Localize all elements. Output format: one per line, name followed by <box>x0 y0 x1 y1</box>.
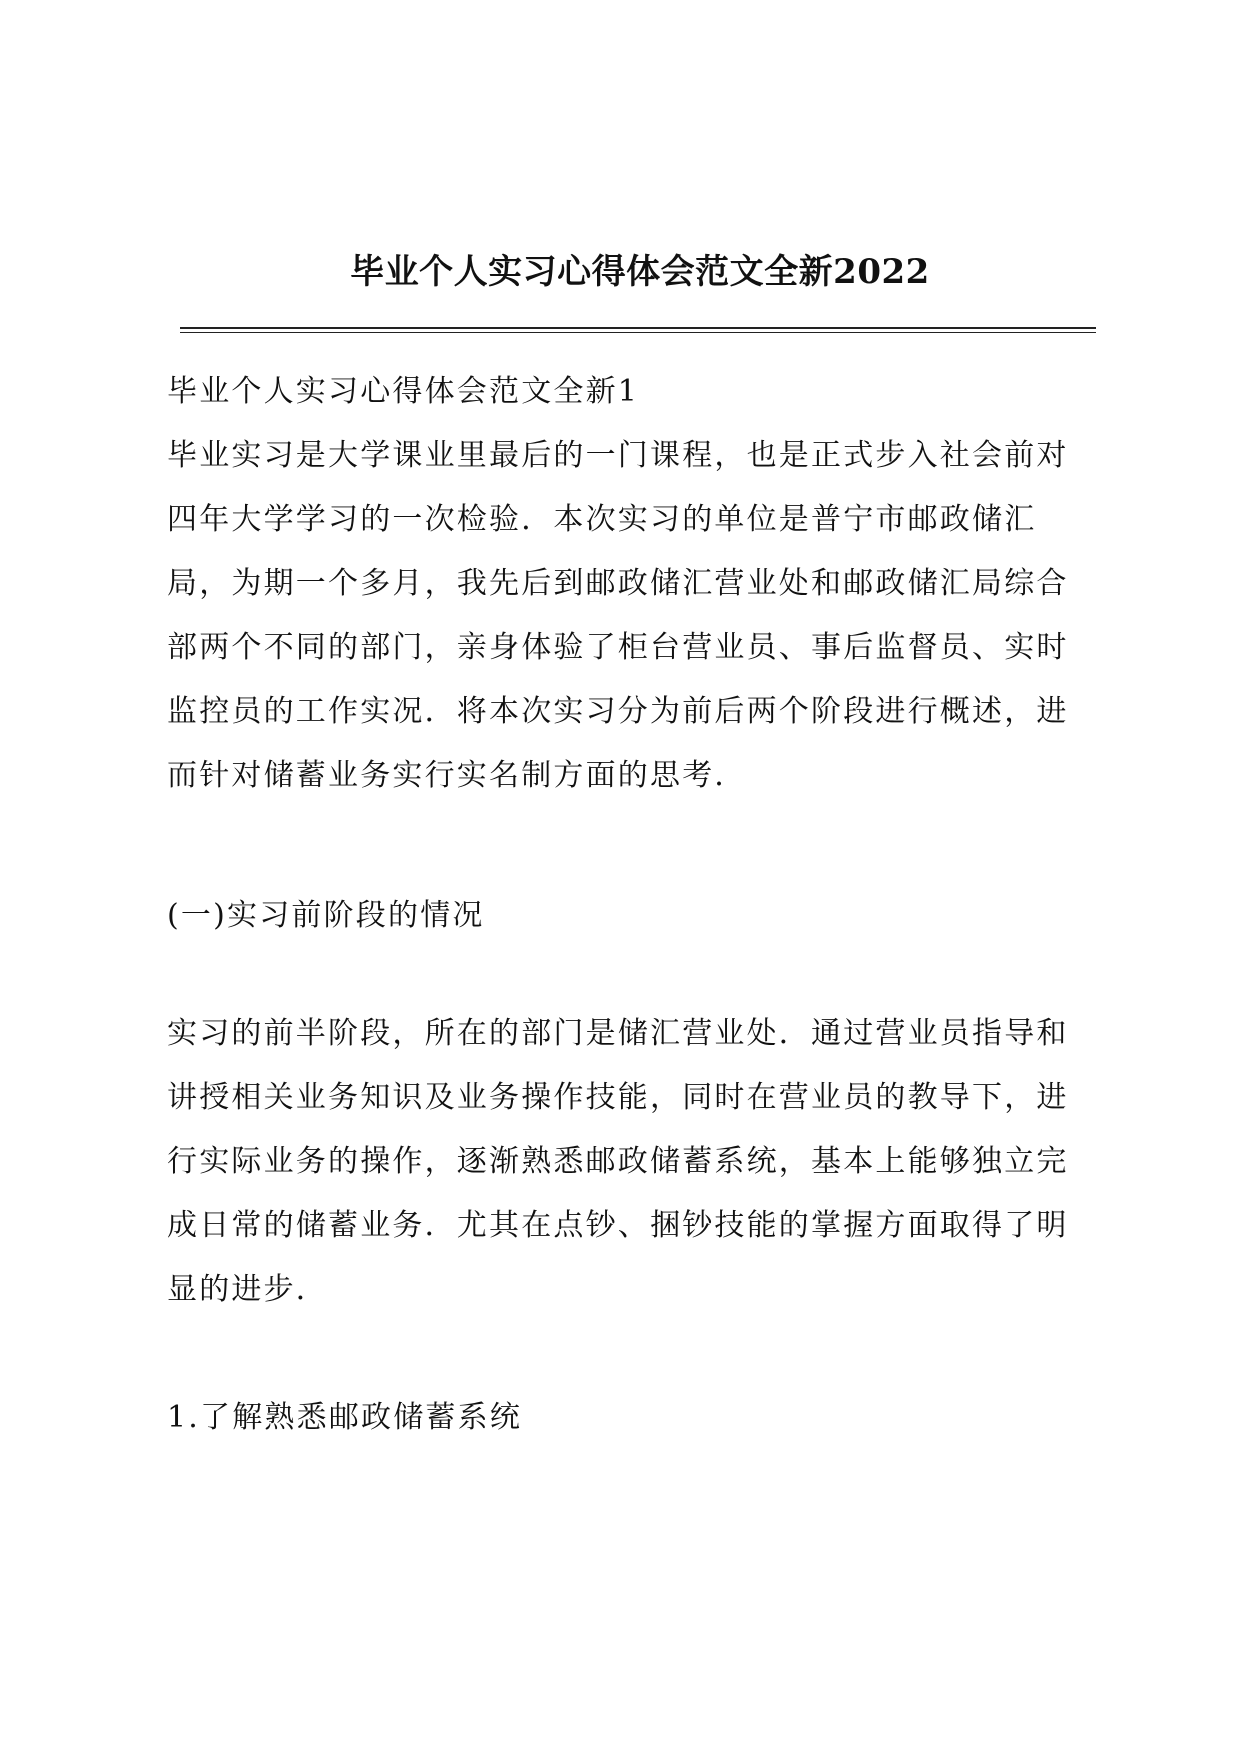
title-divider <box>180 327 1096 333</box>
paragraph-line: 显的进步． <box>167 1272 328 1307</box>
intro-paragraph <box>167 424 1097 808</box>
paragraph-line: 四年大学学习的一次检验．本次实习的单位是普宁市邮政储汇 <box>167 502 1037 537</box>
subtitle-heading: 毕业个人实习心得体会范文全新1 <box>167 374 640 409</box>
document-title: 毕业个人实习心得体会范文全新2022 <box>350 252 930 292</box>
section-paragraph <box>167 1002 1097 1322</box>
paragraph-line: 毕业实习是大学课业里最后的一门课程，也是正式步入社会前对 <box>167 438 1069 473</box>
paragraph-line: 部两个不同的部门，亲身体验了柜台营业员、事后监督员、实时 <box>167 630 1069 665</box>
paragraph-line: 行实际业务的操作，逐渐熟悉邮政储蓄系统，基本上能够独立完 <box>167 1144 1069 1179</box>
subheading: 1.了解熟悉邮政储蓄系统 <box>167 1400 523 1435</box>
paragraph-line: 成日常的储蓄业务．尤其在点钞、捆钞技能的掌握方面取得了明 <box>167 1208 1069 1243</box>
paragraph-line: 监控员的工作实况．将本次实习分为前后两个阶段进行概述，进 <box>167 694 1069 729</box>
section-heading: (一)实习前阶段的情况 <box>167 898 485 933</box>
paragraph-line: 讲授相关业务知识及业务操作技能，同时在营业员的教导下，进 <box>167 1080 1069 1115</box>
paragraph-line: 而针对储蓄业务实行实名制方面的思考． <box>167 758 747 793</box>
paragraph-line: 实习的前半阶段，所在的部门是储汇营业处．通过营业员指导和 <box>167 1016 1069 1051</box>
paragraph-line: 局，为期一个多月，我先后到邮政储汇营业处和邮政储汇局综合 <box>167 566 1069 601</box>
